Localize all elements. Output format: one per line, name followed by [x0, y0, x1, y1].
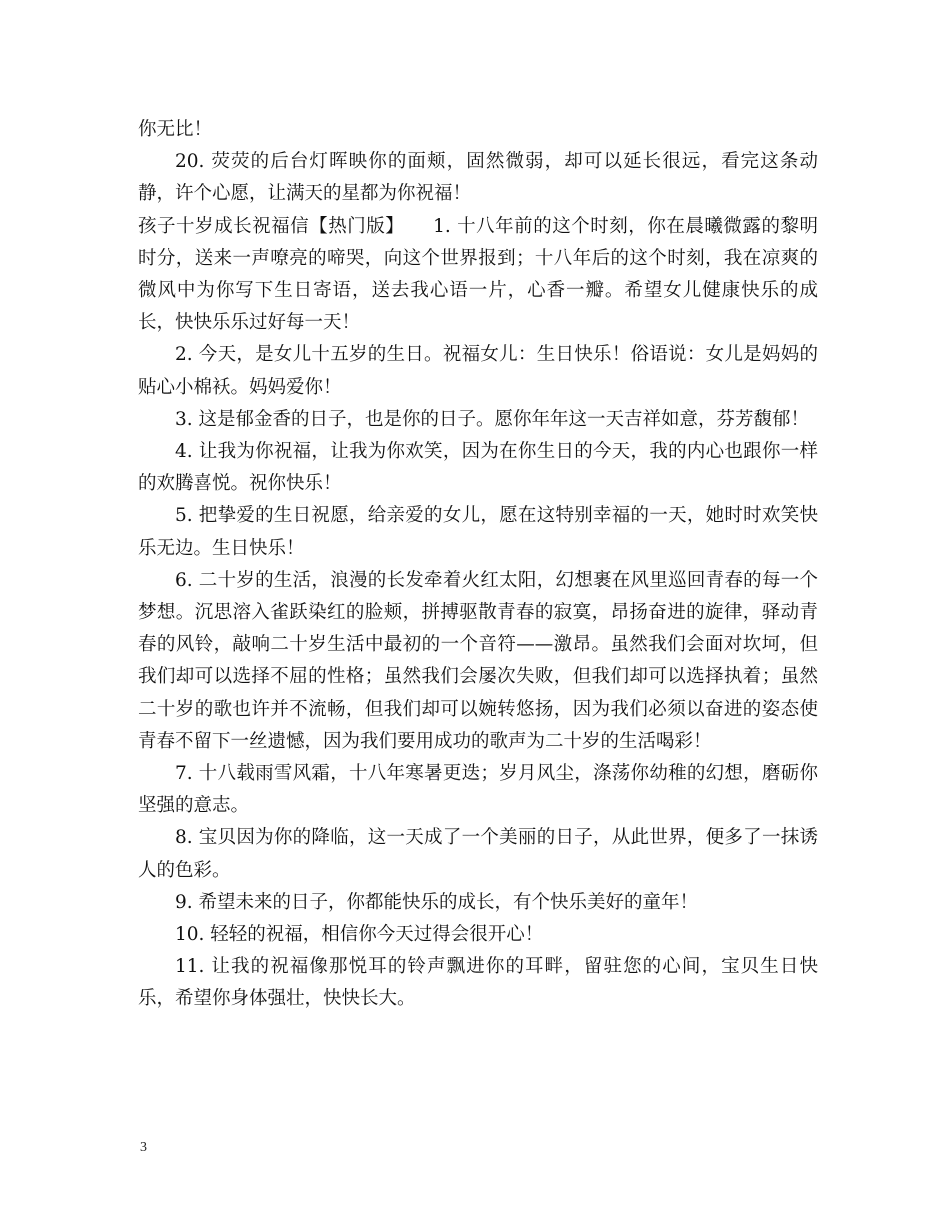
paragraph: 5. 把挚爱的生日祝愿，给亲爱的女儿，愿在这特别幸福的一天，她时时欢笑快乐无边。生日快乐！ [138, 505, 818, 559]
paragraph: 8. 宝贝因为你的降临，这一天成了一个美丽的日子，从此世界，便多了一抹诱人的色彩。 [138, 827, 818, 881]
document-body [138, 114, 818, 1016]
paragraph: 10. 轻轻的祝福，相信你今天过得会很开心！ [175, 924, 544, 946]
paragraph: 9. 希望未来的日子，你都能快乐的成长，有个快乐美好的童年！ [175, 891, 699, 913]
paragraph: 2. 今天，是女儿十五岁的生日。祝福女儿：生日快乐！俗语说：女儿是妈妈的贴心小棉袄。妈妈爱你！ [138, 344, 818, 398]
paragraph: 11. 让我的祝福像那悦耳的铃声飘进你的耳畔，留驻您的心间，宝贝生日快乐，希望你身体强壮，快快长大。 [138, 956, 818, 1010]
page-number: 3 [140, 1140, 147, 1155]
paragraph: 3. 这是郁金香的日子，也是你的日子。愿你年年这一天吉祥如意，芬芳馥郁！ [175, 408, 810, 430]
paragraph: 7. 十八载雨雪风霜，十八年寒暑更迭；岁月风尘，涤荡你幼稚的幻想，磨砺你坚强的意志。 [138, 763, 818, 817]
paragraph-with-heading: 孩子十岁成长祝福信【热门版】 1. 十八年前的这个时刻，你在晨曦微露的黎明时分，送来一声嘹亮的啼哭，向这个世界报到；十八年后的这个时刻，我在凉爽的微风中为你写下生日寄语，送去我心语一片，心香一瓣。希望女儿健康快乐的成长，快快乐乐过好每一天！ [138, 215, 818, 334]
paragraph: 4. 让我为你祝福，让我为你欢笑，因为在你生日的今天，我的内心也跟你一样的欢腾喜悦。祝你快乐！ [138, 441, 818, 495]
paragraph: 6. 二十岁的生活，浪漫的长发牵着火红太阳，幻想裹在风里巡回青春的每一个梦想。沉思溶入雀跃染红的脸颊，拼搏驱散青春的寂寞，昂扬奋进的旋律，驿动青春的风铃，敲响二十岁生活中最初的一个音符——激昂。虽然我们会面对坎坷，但我们却可以选择不屈的性格；虽然我们会屡次失败，但我们却可以选择执着；虽然二十岁的歌也许并不流畅，但我们却可以婉转悠扬，因为我们必须以奋进的姿态使青春不留下一丝遗憾，因为我们要用成功的歌声为二十岁的生活喝彩！ [138, 569, 818, 752]
paragraph: 你无比！ [138, 119, 213, 140]
paragraph: 20. 荧荧的后台灯晖映你的面颊，固然微弱，却可以延长很远，看完这条动静，许个心愿，让满天的星都为你祝福！ [138, 151, 818, 205]
